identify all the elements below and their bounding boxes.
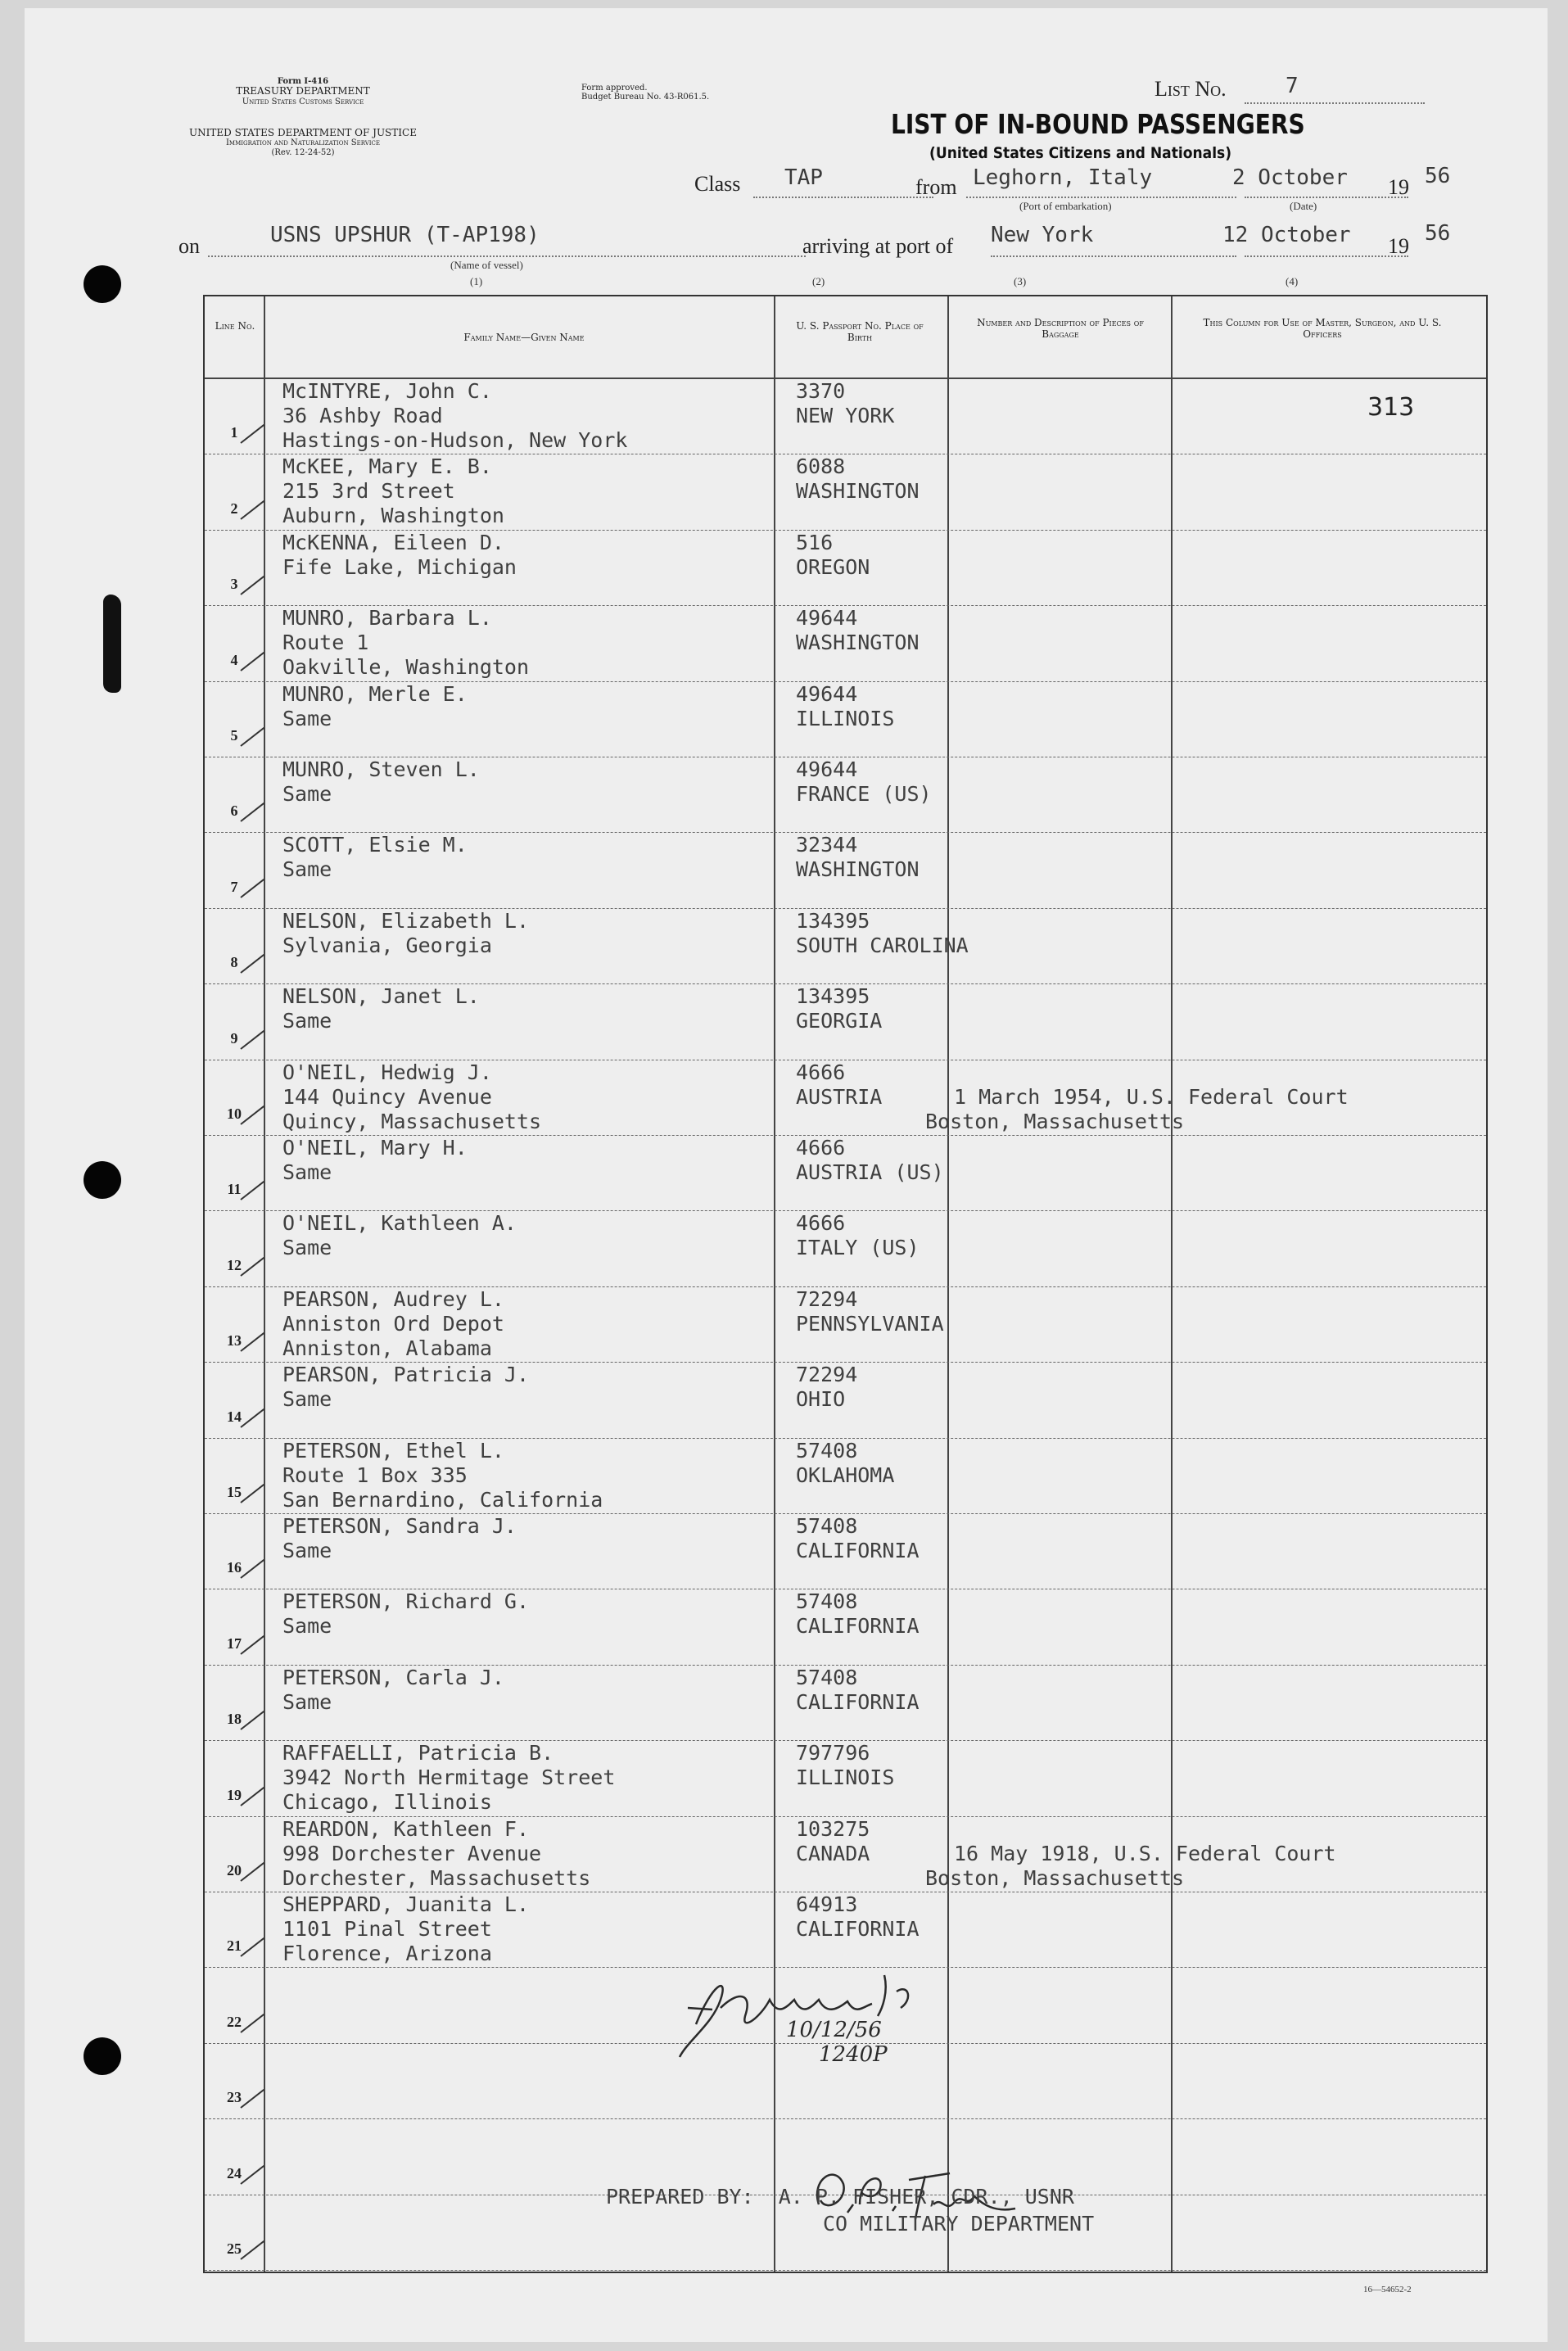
table-row [205,1740,1486,1815]
passenger-address-1: Fife Lake, Michigan [282,554,517,579]
approval-note [581,84,794,102]
table-row [205,1438,1486,1513]
punch-hole-middle [84,1161,121,1199]
passenger-name: PETERSON, Ethel L. [282,1438,504,1463]
line-number: 25 [227,2240,242,2257]
naturalization-note-1: 16 May 1918, U.S. Federal Court [954,1841,1336,1865]
passport-number: 49644 [796,757,858,781]
table-row [205,832,1486,907]
line-number: 24 [227,2164,242,2181]
stamp-313: 313 [1367,393,1415,422]
col-caption-4: (4) [1286,275,1299,287]
passenger-name: PEARSON, Audrey L. [282,1286,504,1311]
line-number: 2 [230,500,238,517]
passenger-table [203,295,1488,2273]
prepared-dept: CO MILITARY DEPARTMENT [823,2212,1095,2236]
table-row [205,1060,1486,1135]
col-head-officers: This Column for Use of Master, Surgeon, and U. S. Officers [1203,317,1442,340]
passenger-address-1: Same [282,1689,332,1714]
passenger-address-1: Same [282,1160,332,1184]
passenger-address-2: Auburn, Washington [282,504,504,528]
table-row [205,454,1486,529]
line-number: 11 [227,1181,242,1198]
passenger-name: O'NEIL, Kathleen A. [282,1211,517,1236]
class-line [753,197,933,198]
place-of-birth: OREGON [796,554,870,579]
place-of-birth: FRANCE (US) [796,782,932,806]
passport-number: 57408 [796,1438,858,1463]
place-of-birth: CALIFORNIA [796,1917,920,1941]
line-number: 1 [230,424,238,441]
place-of-birth: ILLINOIS [796,706,895,730]
passenger-address-1: Same [282,1539,332,1562]
punch-hole-bottom [84,2037,121,2075]
passenger-address-1: 144 Quincy Avenue [282,1084,492,1109]
passport-number: 4666 [796,1136,846,1160]
place-of-birth: WASHINGTON [796,857,920,882]
table-row [205,1589,1486,1664]
place-of-birth: OKLAHOMA [796,1463,895,1487]
on-label: on [178,234,200,258]
passenger-address-1: Same [282,706,332,730]
table-row [205,1816,1486,1892]
from-label: from [915,175,957,199]
passenger-name: McKENNA, Eileen D. [282,530,504,554]
passport-number: 57408 [796,1589,858,1614]
passenger-address-1: 1101 Pinal Street [282,1917,492,1941]
passenger-address-1: Anniston Ord Depot [282,1311,504,1336]
list-no-label: List No. [1155,77,1227,101]
table-row [205,1892,1486,1967]
table-row [205,1135,1486,1210]
from-date-value: 2 October [1232,165,1348,190]
passenger-address-2: Oakville, Washington [282,655,530,680]
table-row [205,757,1486,832]
table-row [205,605,1486,680]
table-row [205,983,1486,1059]
passenger-address-1: Same [282,1614,332,1639]
handwritten-time: 1240P [819,2042,888,2065]
form-code: 16—54652-2 [1363,2285,1412,2294]
passenger-address-1: 3942 North Hermitage Street [282,1766,616,1790]
col-head-baggage: Number and Description of Pieces of Baggage [977,317,1144,340]
passenger-address-1: 998 Dorchester Avenue [282,1841,542,1865]
line-number: 8 [230,954,238,971]
arrive-year-value: 56 [1425,221,1451,246]
passport-number: 64913 [796,1892,858,1916]
port-caption: (Port of embarkation) [1019,200,1112,212]
justice-dept: UNITED STATES DEPARTMENT OF JUSTICE [189,127,417,138]
line-number: 12 [227,1256,242,1273]
line-number: 19 [227,1786,242,1803]
place-of-birth: GEORGIA [796,1009,883,1033]
col-head-passport: U. S. Passport No. Place of Birth [796,320,924,343]
handwritten-initials [663,1959,991,2065]
passenger-name: REARDON, Kathleen F. [282,1816,530,1841]
table-row [205,378,1486,454]
line-number: 20 [227,1861,242,1879]
justice-header [172,128,434,157]
passenger-name: SHEPPARD, Juanita L. [282,1892,530,1916]
passport-number: 57408 [796,1665,858,1689]
line-number: 5 [230,726,238,744]
line-number: 17 [227,1634,242,1652]
line-number: 23 [227,2089,242,2106]
line-number: 18 [227,1711,242,1728]
vessel-line [208,255,806,257]
line-number: 10 [227,1105,242,1122]
col-caption-3: (3) [1014,275,1027,287]
arrive-date-value: 12 October [1222,223,1351,247]
from-date-line [1245,197,1408,198]
col-head-name: Family Name—Given Name [463,332,585,343]
passport-number: 4666 [796,1211,846,1236]
passenger-address-1: Same [282,1009,332,1033]
form-sheet [25,8,1548,2342]
passenger-address-2: Anniston, Alabama [282,1336,492,1360]
ins-service: Immigration and Naturalization Service [225,138,381,148]
from-port-value: Leghorn, Italy [973,165,1153,190]
table-row [205,681,1486,757]
passenger-address-1: Same [282,857,332,882]
passenger-address-1: Same [282,1387,332,1412]
arrive-port-line [991,255,1236,257]
naturalization-note-2: Boston, Massachusetts [925,1109,1185,1133]
place-of-birth: WASHINGTON [796,479,920,504]
place-of-birth: ILLINOIS [796,1766,895,1790]
passenger-address-1: 215 3rd Street [282,479,455,504]
passport-number: 4666 [796,1060,846,1084]
line-number: 14 [227,1408,242,1425]
passenger-address-1: Route 1 [282,631,369,655]
form-title: LIST OF IN-BOUND PASSENGERS [891,108,1305,140]
row-rule [205,2270,1486,2271]
list-no-value: 7 [1286,74,1299,98]
passenger-name: O'NEIL, Hedwig J. [282,1060,492,1084]
passport-number: 49644 [796,606,858,631]
treasury-dept: TREASURY DEPARTMENT [236,85,370,97]
form-revision: (Rev. 12-24-52) [271,147,335,157]
passenger-name: O'NEIL, Mary H. [282,1136,468,1160]
passenger-name: MUNRO, Steven L. [282,757,480,781]
naturalization-note-1: 1 March 1954, U.S. Federal Court [954,1084,1349,1109]
passenger-name: NELSON, Janet L. [282,984,480,1009]
passport-number: 72294 [796,1363,858,1387]
table-row [205,530,1486,605]
vessel-value: USNS UPSHUR (T-AP198) [270,223,540,247]
punch-hole-top [84,265,121,303]
col-caption-2: (2) [812,275,825,287]
date-caption: (Date) [1290,200,1317,212]
passport-number: 103275 [796,1816,870,1841]
line-number: 7 [230,878,238,895]
place-of-birth: AUSTRIA (US) [796,1160,944,1184]
passenger-address-2: Hastings-on-Hudson, New York [282,428,628,452]
passenger-name: PEARSON, Patricia J. [282,1363,530,1387]
passenger-address-2: Florence, Arizona [282,1942,492,1965]
passenger-name: MUNRO, Barbara L. [282,606,492,631]
line-number: 6 [230,803,238,820]
passenger-name: PETERSON, Sandra J. [282,1514,517,1538]
passenger-address-1: Sylvania, Georgia [282,933,492,957]
class-label: Class [694,172,741,196]
passport-number: 797796 [796,1741,870,1766]
passenger-address-2: San Bernardino, California [282,1487,603,1512]
line-number: 21 [227,1937,242,1955]
passenger-name: McKEE, Mary E. B. [282,454,492,479]
place-of-birth: NEW YORK [796,404,895,427]
passenger-address-2: Chicago, Illinois [282,1790,492,1815]
passport-number: 3370 [796,379,846,403]
handwritten-date: 10/12/56 [786,2018,882,2042]
col-head-line: Line No. [215,320,255,332]
place-of-birth: AUSTRIA [796,1084,883,1109]
line-number: 3 [230,576,238,593]
passport-number: 32344 [796,833,858,857]
list-no-line [1245,102,1425,104]
place-of-birth: CALIFORNIA [796,1614,920,1639]
passenger-name: PETERSON, Carla J. [282,1665,504,1689]
from-port-line [966,197,1236,198]
passenger-address-2: Quincy, Massachusetts [282,1109,542,1133]
approved-text: Form approved. [581,84,648,93]
passenger-name: MUNRO, Merle E. [282,681,468,706]
passenger-name: McINTYRE, John C. [282,379,492,403]
line-number: 16 [227,1559,242,1576]
arrive-date-line [1245,255,1408,257]
form-number: Form I-416 [277,77,329,86]
passenger-address-2: Dorchester, Massachusetts [282,1865,591,1890]
passenger-name: PETERSON, Richard G. [282,1589,530,1614]
passenger-address-1: Same [282,782,332,806]
arrive-year-prefix: 19 [1388,234,1409,258]
passenger-address-1: Route 1 Box 335 [282,1463,468,1487]
passport-number: 72294 [796,1286,858,1311]
passenger-address-1: 36 Ashby Road [282,404,443,427]
prepared-by: PREPARED BY: A. P. FISHER, CDR., USNR [606,2185,1074,2209]
passport-number: 134395 [796,984,870,1009]
line-number: 22 [227,2013,242,2030]
table-row [205,1362,1486,1437]
place-of-birth: SOUTH CAROLINA [796,933,969,957]
table-row [205,1513,1486,1589]
passport-number: 134395 [796,908,870,933]
line-number: 4 [230,651,238,668]
place-of-birth: ITALY (US) [796,1236,920,1260]
arrive-port-value: New York [991,223,1094,247]
customs-service: United States Customs Service [242,97,364,106]
line-number: 15 [227,1483,242,1500]
passenger-address-1: Same [282,1236,332,1260]
arriving-label: arriving at port of [802,234,954,258]
table-row [205,1665,1486,1740]
place-of-birth: OHIO [796,1387,846,1412]
place-of-birth: CALIFORNIA [796,1539,920,1562]
ink-blot [103,595,121,693]
table-row [205,908,1486,983]
budget-bureau: Budget Bureau No. 43-R061.5. [581,93,710,102]
form-agency-header [172,77,434,106]
passport-number: 49644 [796,681,858,706]
line-number: 9 [230,1029,238,1047]
class-value: TAP [784,165,823,190]
place-of-birth: PENNSYLVANIA [796,1311,944,1336]
vessel-caption: (Name of vessel) [450,259,523,271]
table-row [205,1286,1486,1362]
place-of-birth: CALIFORNIA [796,1689,920,1714]
place-of-birth: WASHINGTON [796,631,920,655]
passenger-name: SCOTT, Elsie M. [282,833,468,857]
passport-number: 57408 [796,1514,858,1538]
place-of-birth: CANADA [796,1841,870,1865]
passport-number: 516 [796,530,834,554]
from-year-prefix: 19 [1388,175,1409,199]
form-subtitle: (United States Citizens and Nationals) [929,144,1232,162]
from-year-value: 56 [1425,164,1451,188]
passport-number: 6088 [796,454,846,479]
naturalization-note-2: Boston, Massachusetts [925,1865,1185,1890]
passenger-name: NELSON, Elizabeth L. [282,908,530,933]
line-number: 13 [227,1332,242,1350]
table-row [205,1210,1486,1286]
passenger-name: RAFFAELLI, Patricia B. [282,1741,554,1766]
col-caption-1: (1) [470,275,483,287]
